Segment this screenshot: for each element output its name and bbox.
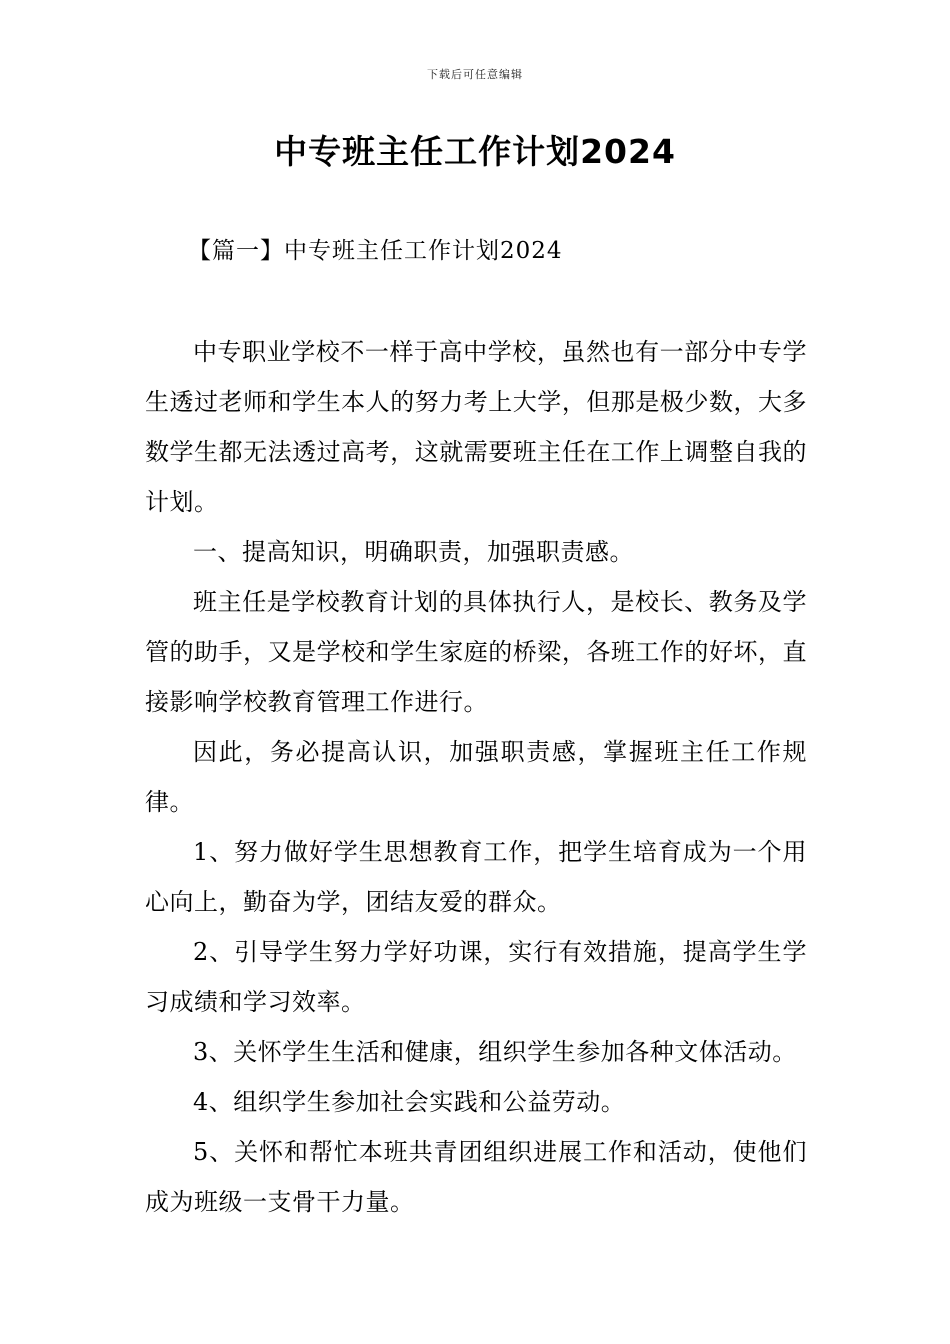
paragraph: 因此，务必提高认识，加强职责感，掌握班主任工作规律。 [145, 738, 807, 816]
paragraph: 一、提高知识，明确职责，加强职责感。 [193, 538, 634, 566]
paragraph: 班主任是学校教育计划的具体执行人，是校长、教务及学管的助手，又是学校和学生家庭的桥梁，各班工作的好坏，直接影响学校教育管理工作进行。 [145, 588, 807, 716]
paragraph: 1、努力做好学生思想教育工作，把学生培育成为一个用心向上，勤奋为学，团结友爱的群众。 [145, 838, 807, 916]
paragraph: 5、关怀和帮忙本班共青团组织进展工作和活动，使他们成为班级一支骨干力量。 [145, 1138, 807, 1216]
section-heading: 【篇一】中专班主任工作计划2024 [188, 238, 563, 264]
paragraph: 4、组织学生参加社会实践和公益劳动。 [193, 1088, 626, 1116]
paragraph: 中专职业学校不一样于高中学校，虽然也有一部分中专学生透过老师和学生本人的努力考上大学，但那是极少数，大多数学生都无法透过高考，这就需要班主任在工作上调整自我的计划。 [145, 338, 807, 516]
paragraph: 2、引导学生努力学好功课，实行有效措施，提高学生学习成绩和学习效率。 [145, 938, 807, 1016]
document-body [145, 327, 807, 1227]
header-note: 下载后可任意编辑 [427, 68, 523, 81]
document-title: 中专班主任工作计划2024 [274, 132, 676, 171]
paragraph: 3、关怀学生生活和健康，组织学生参加各种文体活动。 [193, 1038, 797, 1066]
